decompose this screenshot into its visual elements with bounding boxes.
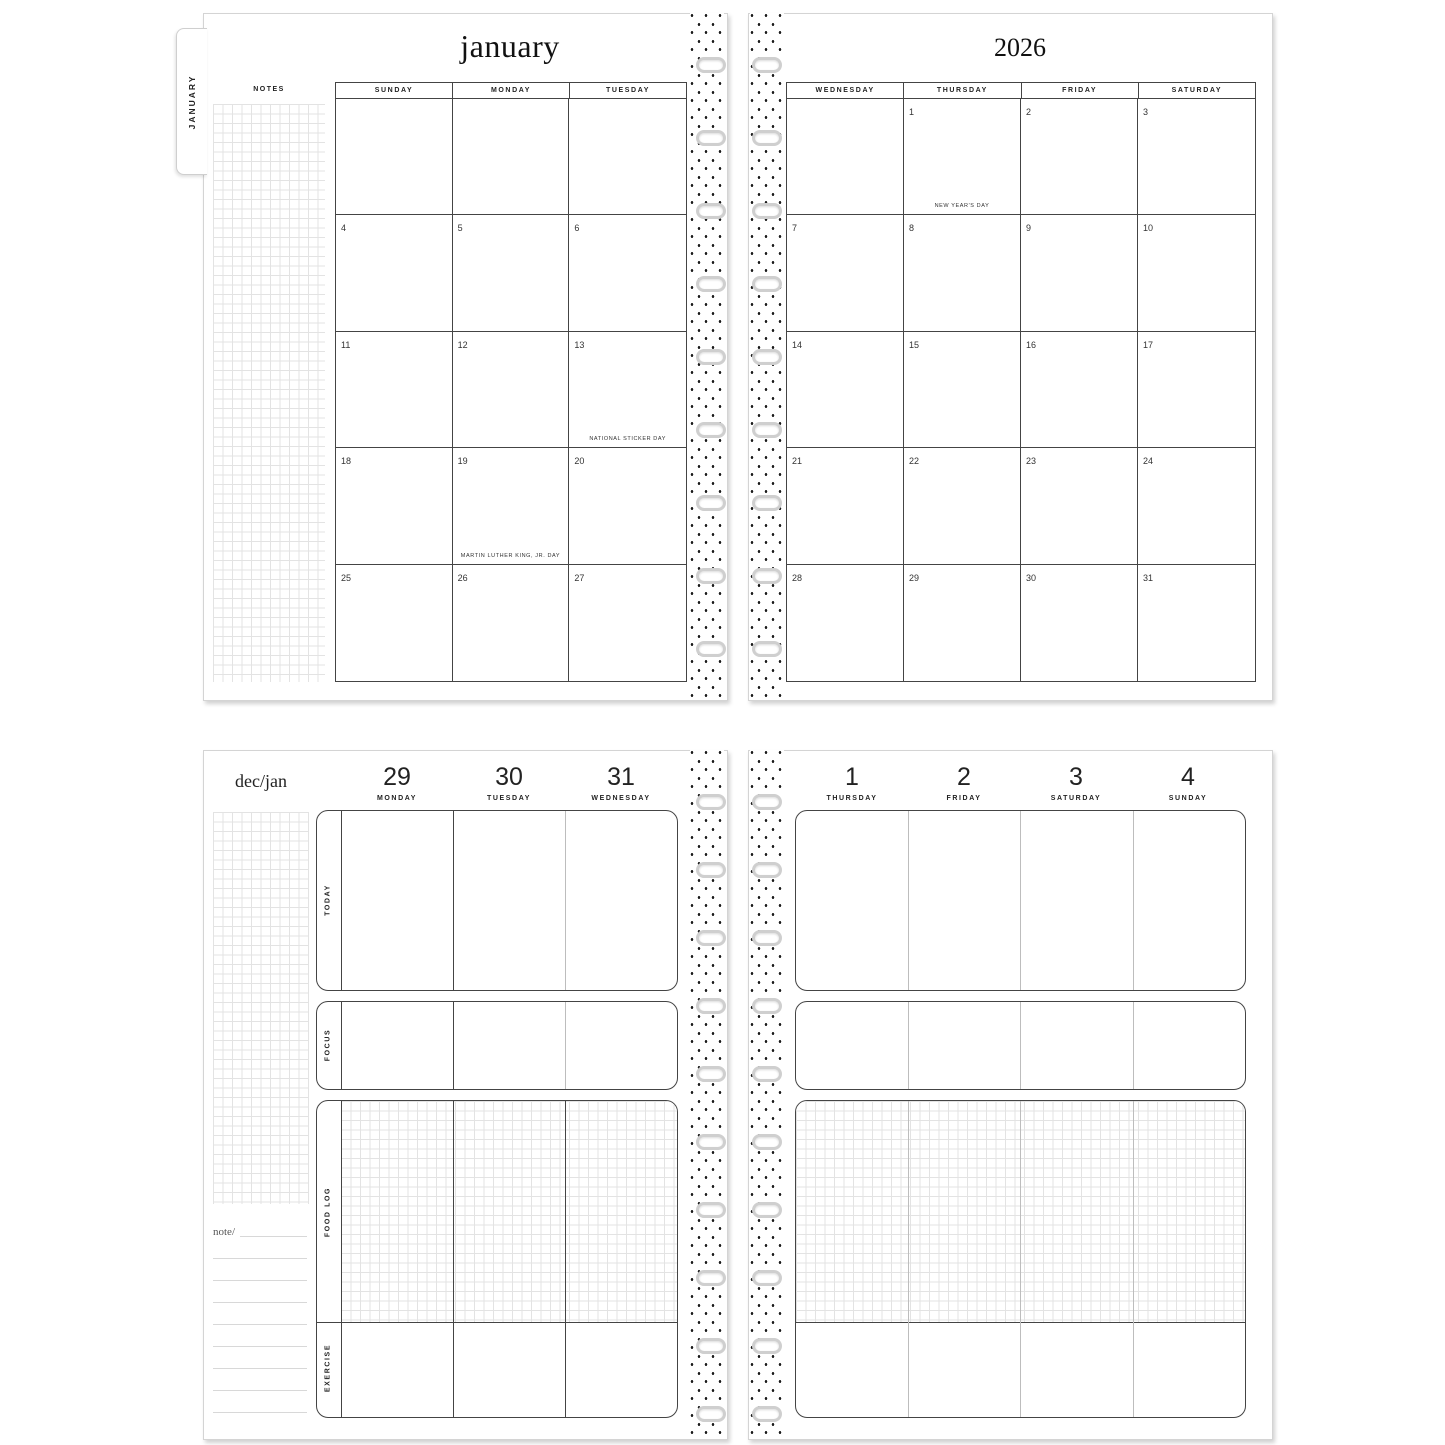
binder-ring: [696, 1406, 726, 1422]
calendar-day-cell[interactable]: [569, 215, 686, 331]
left-weekday-header: [335, 82, 687, 99]
binder-ring: [752, 1066, 782, 1082]
day-number: 13: [574, 339, 585, 350]
note-line[interactable]: [213, 1280, 307, 1281]
binder-ring: [752, 568, 782, 584]
calendar-day-cell[interactable]: [1021, 332, 1138, 448]
note-label: note/: [213, 1226, 235, 1238]
day-number: 16: [1026, 339, 1037, 350]
binder-ring: [696, 130, 726, 146]
binder-ring: [752, 1338, 782, 1354]
binder-ring: [752, 1406, 782, 1422]
calendar-day-cell[interactable]: [904, 448, 1021, 564]
weekday-wednesday: WEDNESDAY: [787, 83, 904, 98]
calendar-day-cell[interactable]: [336, 448, 453, 564]
calendar-day-cell[interactable]: [787, 448, 904, 564]
calendar-day-cell[interactable]: [1138, 332, 1255, 448]
calendar-day-cell[interactable]: [904, 565, 1021, 681]
day-number: 10: [1143, 223, 1154, 234]
focus-box-right[interactable]: [795, 1001, 1246, 1090]
binder-ring: [752, 930, 782, 946]
calendar-day-cell[interactable]: [453, 565, 570, 681]
day-number: 3: [1143, 107, 1149, 117]
binder-ring: [696, 422, 726, 438]
binder-ring: [696, 641, 726, 657]
day-number: 4: [1181, 763, 1195, 791]
binder-ring: [752, 422, 782, 438]
binder-ring: [696, 1202, 726, 1218]
calendar-day-cell[interactable]: [336, 215, 453, 331]
calendar-day-cell[interactable]: [787, 99, 904, 215]
weekday-thursday: THURSDAY: [904, 83, 1021, 98]
today-box-right[interactable]: [795, 810, 1246, 991]
day-number: 24: [1143, 456, 1154, 467]
binder-ring: [696, 349, 726, 365]
notes-label: NOTES: [253, 86, 285, 93]
day-name: FRIDAY: [946, 795, 982, 802]
day-name: SATURDAY: [1050, 795, 1102, 802]
binder-ring: [752, 203, 782, 219]
calendar-day-cell[interactable]: [453, 332, 570, 448]
binder-ring: [696, 998, 726, 1014]
binder-ring: [752, 130, 782, 146]
calendar-day-cell[interactable]: [569, 565, 686, 681]
note-line[interactable]: [213, 1302, 307, 1303]
day-number: 11: [341, 339, 351, 350]
note-line[interactable]: [213, 1258, 307, 1259]
note-line[interactable]: [213, 1324, 307, 1325]
weekday-saturday: SATURDAY: [1171, 87, 1223, 94]
calendar-day-cell[interactable]: [1138, 565, 1255, 681]
day-number: 27: [574, 572, 585, 583]
note-line[interactable]: [213, 1346, 307, 1347]
binder-ring: [752, 1270, 782, 1286]
holiday-label: NEW YEAR'S DAY: [934, 203, 990, 210]
binder-ring: [752, 641, 782, 657]
binder-ring: [752, 862, 782, 878]
week-notes-grid[interactable]: [213, 812, 309, 1204]
note-line[interactable]: [240, 1236, 307, 1237]
day-number: 1: [845, 763, 859, 791]
weekday-sunday: SUNDAY: [336, 83, 453, 98]
calendar-day-cell[interactable]: [787, 565, 904, 681]
day-number: 1: [909, 107, 915, 117]
note-line[interactable]: [213, 1390, 307, 1391]
binder-ring: [696, 203, 726, 219]
right-month-grid: [786, 99, 1256, 682]
food-log-box-left[interactable]: [316, 1100, 678, 1418]
calendar-day-cell[interactable]: [1138, 448, 1255, 564]
calendar-day-cell[interactable]: [1021, 99, 1138, 215]
day-name: SUNDAY: [1168, 795, 1208, 802]
binder-ring: [696, 1270, 726, 1286]
binder-ring: [752, 1202, 782, 1218]
focus-box-left[interactable]: [316, 1001, 678, 1090]
binder-ring: [752, 276, 782, 292]
day-number: 15: [909, 339, 920, 350]
right-spine-bottom: [750, 750, 784, 1438]
day-number: 22: [909, 456, 920, 467]
day-number: 29: [909, 572, 920, 583]
binder-ring: [696, 57, 726, 73]
binder-ring: [696, 1066, 726, 1082]
binder-ring: [696, 794, 726, 810]
day-number: 12: [457, 339, 468, 350]
day-number: 18: [341, 456, 352, 467]
binder-ring: [752, 495, 782, 511]
right-weekday-header: [786, 82, 1256, 99]
day-number: 31: [1143, 572, 1154, 583]
binder-ring: [752, 794, 782, 810]
binder-ring: [752, 57, 782, 73]
day-number: 17: [1143, 339, 1154, 350]
calendar-day-cell[interactable]: [904, 332, 1021, 448]
binder-ring: [696, 495, 726, 511]
left-month-grid: [335, 99, 687, 682]
day-name: THURSDAY: [826, 795, 878, 802]
day-number: 30: [1026, 572, 1037, 583]
binder-ring: [752, 349, 782, 365]
calendar-day-cell[interactable]: [336, 99, 453, 215]
calendar-day-cell[interactable]: [453, 215, 570, 331]
binder-ring: [696, 930, 726, 946]
week-title: dec/jan: [235, 771, 287, 791]
binder-ring: [752, 1134, 782, 1150]
calendar-day-cell[interactable]: [453, 99, 570, 215]
holiday-label: MARTIN LUTHER KING, JR. DAY: [460, 552, 561, 559]
day-number: 20: [574, 456, 585, 467]
binder-ring: [752, 998, 782, 1014]
day-name: MONDAY: [376, 795, 418, 802]
day-number: 2: [1026, 107, 1032, 117]
weekday-monday: MONDAY: [453, 83, 570, 98]
weekday-friday: FRIDAY: [1022, 83, 1139, 98]
calendar-day-cell[interactable]: [336, 332, 453, 448]
calendar-day-cell[interactable]: [1021, 448, 1138, 564]
food-log-box-right[interactable]: [795, 1100, 1246, 1418]
binder-ring: [696, 1338, 726, 1354]
calendar-day-cell[interactable]: [904, 215, 1021, 331]
day-number: 23: [1026, 456, 1037, 467]
calendar-day-cell[interactable]: [787, 215, 904, 331]
calendar-day-cell[interactable]: [1021, 565, 1138, 681]
year-title: 2026: [994, 33, 1046, 62]
notes-grid[interactable]: [213, 104, 325, 682]
calendar-day-cell[interactable]: [904, 99, 1021, 215]
day-number: 30: [495, 763, 523, 791]
calendar-day-cell[interactable]: [1138, 99, 1255, 215]
calendar-day-cell[interactable]: [787, 332, 904, 448]
left-spine-bottom: [690, 750, 724, 1438]
today-box-left[interactable]: [316, 810, 678, 991]
day-number: 21: [792, 456, 803, 467]
day-number: 25: [341, 572, 352, 583]
binder-ring: [696, 568, 726, 584]
calendar-day-cell[interactable]: [336, 565, 453, 681]
day-number: 2: [957, 763, 971, 791]
day-number: 28: [792, 572, 803, 583]
day-number: 4: [341, 223, 347, 234]
calendar-day-cell[interactable]: [1138, 215, 1255, 331]
binder-ring: [696, 862, 726, 878]
calendar-day-cell[interactable]: [453, 448, 570, 564]
binder-ring: [696, 1134, 726, 1150]
day-number: 3: [1069, 763, 1083, 791]
day-name: TUESDAY: [486, 795, 531, 802]
calendar-day-cell[interactable]: [569, 448, 686, 564]
month-tab-label: JANUARY: [187, 74, 197, 129]
day-number: 9: [1026, 223, 1032, 234]
calendar-day-cell[interactable]: [569, 99, 686, 215]
day-name: WEDNESDAY: [591, 795, 651, 802]
day-number: 8: [909, 223, 915, 234]
day-number: 14: [792, 339, 803, 350]
month-tab[interactable]: [176, 28, 207, 175]
weekday-tuesday: TUESDAY: [605, 87, 650, 94]
holiday-label: NATIONAL STICKER DAY: [589, 436, 666, 443]
binder-ring: [696, 276, 726, 292]
day-number: 19: [457, 456, 468, 467]
day-number: 26: [457, 572, 468, 583]
month-title: january: [460, 28, 560, 64]
note-line[interactable]: [213, 1368, 307, 1369]
day-number: 7: [792, 223, 798, 234]
calendar-day-cell[interactable]: [569, 332, 686, 448]
calendar-day-cell[interactable]: [1021, 215, 1138, 331]
day-number: 29: [383, 763, 411, 791]
day-number: 6: [574, 223, 580, 234]
day-number: 5: [457, 223, 463, 234]
note-line[interactable]: [213, 1412, 307, 1413]
day-number: 31: [607, 763, 635, 791]
